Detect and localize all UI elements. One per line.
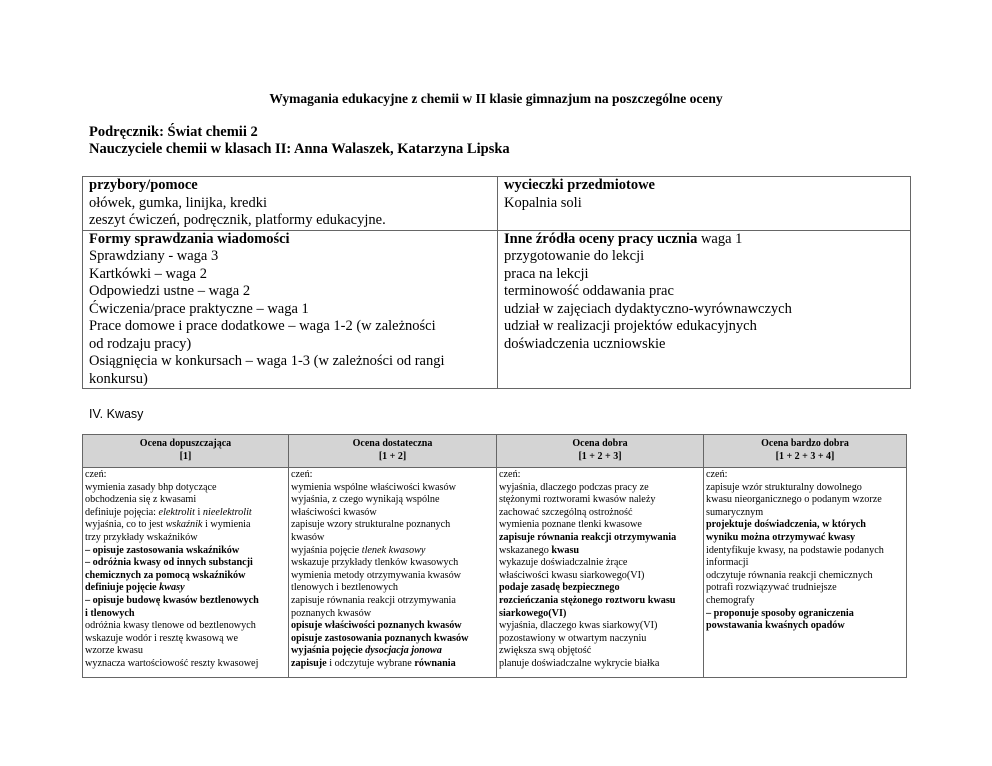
forms-line: Ćwiczenia/prace praktyczne – waga 1	[89, 300, 309, 317]
requirement-item	[499, 595, 701, 608]
other-sources-line: terminowość oddawania prac	[504, 283, 674, 299]
grade-code: [1]	[179, 450, 192, 462]
trips-header: wycieczki przedmiotowe	[504, 177, 655, 193]
tools-line: ołówek, gumka, linijka, kredki	[89, 194, 267, 211]
requirement-item	[85, 469, 286, 482]
requirement-item	[499, 507, 701, 520]
requirement-item	[499, 608, 701, 621]
requirement-item	[499, 469, 701, 482]
requirement-text: obchodzenia się z kwasami	[85, 494, 197, 506]
grade-code: [1 + 2]	[378, 450, 407, 462]
requirement-text: właściwości kwasów	[291, 506, 377, 518]
requirement-text: i tlenowych	[85, 607, 135, 619]
grade-name: Ocena dostateczna	[352, 438, 433, 449]
requirement-item	[291, 494, 494, 507]
requirement-text: wskazuje przykłady tlenków kwasowych	[291, 557, 459, 569]
requirement-text: – opisuje budowę kwasów beztlenowych	[85, 594, 259, 606]
requirement-item	[499, 482, 701, 495]
requirement-text: i	[194, 506, 203, 518]
requirement-text: projektuje doświadczenia, w których	[706, 519, 866, 531]
requirement-text: kwasu nieorganicznego o podanym wzorze	[706, 494, 882, 506]
requirement-text: definiuje pojęcie	[85, 582, 160, 594]
requirement-item	[291, 469, 494, 482]
requirement-text: wyniku można otrzymywać kwasy	[706, 531, 856, 543]
requirement-text: wskaźnik	[165, 519, 203, 531]
requirement-item	[706, 494, 904, 507]
requirement-item	[499, 557, 701, 570]
requirement-text: kwasu	[551, 544, 580, 556]
requirement-text: zachować szczególną ostrożność	[499, 506, 633, 518]
requirement-item	[706, 519, 904, 532]
requirement-text: i odczytuje wybrane	[326, 657, 415, 669]
requirement-text: definiuje pojęcia:	[85, 506, 159, 518]
forms-line: Sprawdziany - waga 3	[89, 248, 219, 264]
section-title: IV. Kwasy	[89, 407, 144, 421]
requirement-item	[499, 633, 701, 646]
requirement-text: zapisuje wzory strukturalne poznanych	[291, 519, 451, 531]
requirement-item	[499, 494, 701, 507]
requirement-text: – proponuje sposoby ograniczenia	[706, 607, 854, 619]
requirement-text: elektrolit	[158, 506, 195, 518]
requirement-text: wskazuje wodór i resztę kwasową we	[85, 632, 239, 644]
requirement-item	[499, 658, 701, 671]
other-sources-line: przygotowanie do lekcji	[504, 248, 645, 264]
requirement-text: pozostawiony w otwartym naczyniu	[499, 632, 647, 644]
grade-name: Ocena dopuszczająca	[139, 438, 232, 449]
requirement-item	[291, 507, 494, 520]
forms-line: Odpowiedzi ustne – waga 2	[89, 283, 251, 299]
requirement-text: i wymienia	[202, 519, 251, 531]
requirement-text: tlenek kwasowy	[361, 544, 426, 556]
requirement-text: wymienia metody otrzymywania kwasów	[291, 569, 462, 581]
requirement-text: kwasy	[159, 582, 185, 594]
requirement-item	[706, 620, 904, 633]
requirement-text: wyjaśnia pojęcie	[291, 645, 366, 657]
requirement-item	[706, 532, 904, 545]
requirement-item	[291, 570, 494, 583]
requirement-text: czeń:	[291, 469, 313, 480]
requirement-text: trzy przykłady wskaźników	[85, 531, 198, 543]
requirement-text: właściwości kwasu siarkowego(VI)	[499, 569, 645, 581]
requirement-item	[291, 645, 494, 658]
requirements-table	[82, 434, 907, 678]
requirement-item	[291, 582, 494, 595]
requirement-item	[85, 494, 286, 507]
requirement-text: odróżnia kwasy tlenowe od beztlenowych	[85, 620, 256, 632]
requirement-text: zapisuje	[291, 657, 327, 669]
requirement-text: nieelektrolit	[202, 506, 252, 518]
requirement-text: planuje doświadczalne wykrycie białka	[499, 657, 660, 669]
document-title: Wymagania edukacyjne z chemii w II klasie gimnazjum na poszczególne oceny	[269, 91, 723, 106]
requirement-text: chemicznych za pomocą wskaźników	[85, 569, 246, 581]
grade-code: [1 + 2 + 3 + 4]	[775, 450, 835, 462]
requirement-item	[291, 620, 494, 633]
requirement-item	[291, 519, 494, 532]
requirements-cell	[83, 468, 289, 678]
requirement-text: zapisuje równania reakcji otrzymywania	[291, 594, 456, 606]
requirement-item	[706, 557, 904, 570]
requirements-cell	[289, 468, 497, 678]
other-sources-weight: waga 1	[697, 230, 743, 247]
requirement-text: wymienia wspólne właściwości kwasów	[291, 481, 456, 493]
other-sources-header-bold: Inne źródła oceny pracy ucznia	[504, 230, 698, 247]
requirement-text: tlenowych i beztlenowych	[291, 582, 398, 594]
requirement-text: – odróżnia kwasy od innych substancji	[85, 557, 253, 569]
requirement-text: czeń:	[85, 469, 107, 480]
requirement-text: opisuje właściwości poznanych kwasów	[291, 620, 462, 632]
requirement-item	[85, 507, 286, 520]
trips-line: Kopalnia soli	[504, 194, 582, 211]
requirement-text: wyjaśnia pojęcie	[291, 544, 362, 556]
requirement-text: wyjaśnia, z czego wynikają wspólne	[291, 494, 440, 506]
requirement-text: wyjaśnia, dlaczego kwas siarkowy(VI)	[499, 620, 658, 632]
requirement-item	[499, 545, 701, 558]
requirements-cell	[497, 468, 704, 678]
grade-header	[704, 435, 907, 468]
requirement-text: rozcieńczania stężonego roztworu kwasu	[499, 594, 676, 606]
forms-line: Kartkówki – waga 2	[89, 265, 207, 282]
requirement-item	[499, 645, 701, 658]
requirement-item	[85, 519, 286, 532]
requirement-text: kwasów	[291, 531, 325, 543]
forms-line: Osiągnięcia w konkursach – waga 1-3 (w zależności od rangi	[89, 353, 445, 369]
requirement-item	[499, 532, 701, 545]
grade-name: Ocena dobra	[572, 438, 628, 449]
requirement-text: czeń:	[499, 469, 521, 480]
requirement-text: wskazanego	[499, 544, 552, 556]
grade-header	[83, 435, 289, 468]
tools-header: przybory/pomoce	[89, 177, 198, 193]
textbook-line: Podręcznik: Świat chemii 2	[89, 124, 258, 140]
requirement-item	[85, 570, 286, 583]
table-row	[83, 177, 911, 231]
requirement-text: powstawania kwaśnych opadów	[706, 620, 845, 632]
requirement-text: zapisuje równania reakcji otrzymywania	[499, 531, 677, 543]
requirement-item	[85, 582, 286, 595]
requirement-item	[85, 532, 286, 545]
grade-header	[289, 435, 497, 468]
requirements-cell	[704, 468, 907, 678]
requirement-item	[706, 507, 904, 520]
other-sources-header	[504, 231, 904, 249]
requirement-text: wyznacza wartościowość reszty kwasowej	[85, 657, 259, 669]
requirement-item	[85, 633, 286, 646]
requirement-item	[85, 482, 286, 495]
other-sources-line: praca na lekcji	[504, 265, 589, 282]
trips-cell	[498, 177, 911, 231]
forms-cell	[83, 230, 498, 389]
requirement-text: wzorze kwasu	[85, 645, 143, 657]
requirement-item	[706, 469, 904, 482]
grade-name: Ocena bardzo dobra	[761, 438, 849, 449]
requirement-text: identyfikuje kwasy, na podstawie podanych	[706, 544, 884, 556]
requirement-text: informacji	[706, 557, 749, 569]
table-row	[83, 230, 911, 389]
other-sources-cell	[498, 230, 911, 389]
requirement-text: czeń:	[706, 469, 728, 480]
requirement-item	[706, 482, 904, 495]
other-sources-line: udział w realizacji projektów edukacyjnych	[504, 318, 757, 334]
requirement-text: wykazuje doświadczalnie żrące	[499, 557, 628, 569]
requirement-item	[85, 645, 286, 658]
requirement-text: stężonymi roztworami kwasów należy	[499, 494, 656, 506]
requirement-item	[706, 608, 904, 621]
requirement-text: dysocjacja jonowa	[365, 645, 442, 657]
requirement-text: siarkowego(VI)	[499, 607, 567, 619]
table-row	[83, 468, 907, 678]
requirement-text: zwiększa swą objętość	[499, 645, 592, 657]
requirement-item	[85, 658, 286, 671]
requirement-item	[85, 545, 286, 558]
requirement-text: – opisuje zastosowania wskaźników	[85, 544, 240, 556]
requirement-item	[291, 658, 494, 671]
requirement-text: opisuje zastosowania poznanych kwasów	[291, 632, 469, 644]
requirement-item	[291, 595, 494, 608]
requirement-item	[85, 557, 286, 570]
requirement-item	[499, 519, 701, 532]
teachers-line: Nauczyciele chemii w klasach II: Anna Walaszek, Katarzyna Lipska	[89, 141, 510, 157]
requirement-text: wymienia zasady bhp dotyczące	[85, 481, 217, 493]
requirement-text: odczytuje równania reakcji chemicznych	[706, 569, 873, 581]
requirement-text: poznanych kwasów	[291, 607, 372, 619]
requirement-text: podaje zasadę bezpiecznego	[499, 582, 620, 594]
requirement-item	[706, 582, 904, 595]
requirement-text: równania	[414, 657, 456, 669]
requirement-item	[291, 532, 494, 545]
requirement-text: wymienia poznane tlenki kwasowe	[499, 519, 642, 531]
requirement-item	[85, 608, 286, 621]
requirement-text: wyjaśnia, co to jest	[85, 519, 166, 531]
forms-header: Formy sprawdzania wiadomości	[89, 230, 290, 247]
requirement-item	[706, 595, 904, 608]
requirement-text: sumarycznym	[706, 506, 764, 518]
requirement-item	[706, 570, 904, 583]
other-sources-line: udział w zajęciach dydaktyczno-wyrównawczych	[504, 300, 792, 317]
requirement-item	[499, 570, 701, 583]
grade-code: [1 + 2 + 3]	[578, 450, 622, 462]
assessment-info-table	[82, 176, 911, 389]
requirement-item	[499, 582, 701, 595]
requirement-item	[291, 557, 494, 570]
requirement-text: wyjaśnia, dlaczego podczas pracy ze	[499, 481, 649, 493]
requirement-item	[291, 633, 494, 646]
requirement-item	[85, 595, 286, 608]
forms-line: Prace domowe i prace dodatkowe – waga 1-2 (w zależności	[89, 318, 436, 334]
requirement-item	[706, 545, 904, 558]
requirement-item	[291, 608, 494, 621]
forms-line: konkursu)	[89, 370, 148, 387]
requirement-item	[291, 545, 494, 558]
tools-line: zeszyt ćwiczeń, podręcznik, platformy edukacyjne.	[89, 212, 386, 228]
requirement-text: chemografy	[706, 594, 755, 606]
requirement-item	[291, 482, 494, 495]
forms-line: od rodzaju pracy)	[89, 335, 192, 352]
requirement-item	[85, 620, 286, 633]
table-header-row	[83, 435, 907, 468]
requirement-item	[499, 620, 701, 633]
requirement-text: zapisuje wzór strukturalny dowolnego	[706, 481, 862, 493]
tools-cell	[83, 177, 498, 231]
other-sources-line: doświadczenia uczniowskie	[504, 335, 666, 352]
grade-header	[497, 435, 704, 468]
requirement-text: potrafi rozwiązywać trudniejsze	[706, 582, 837, 594]
